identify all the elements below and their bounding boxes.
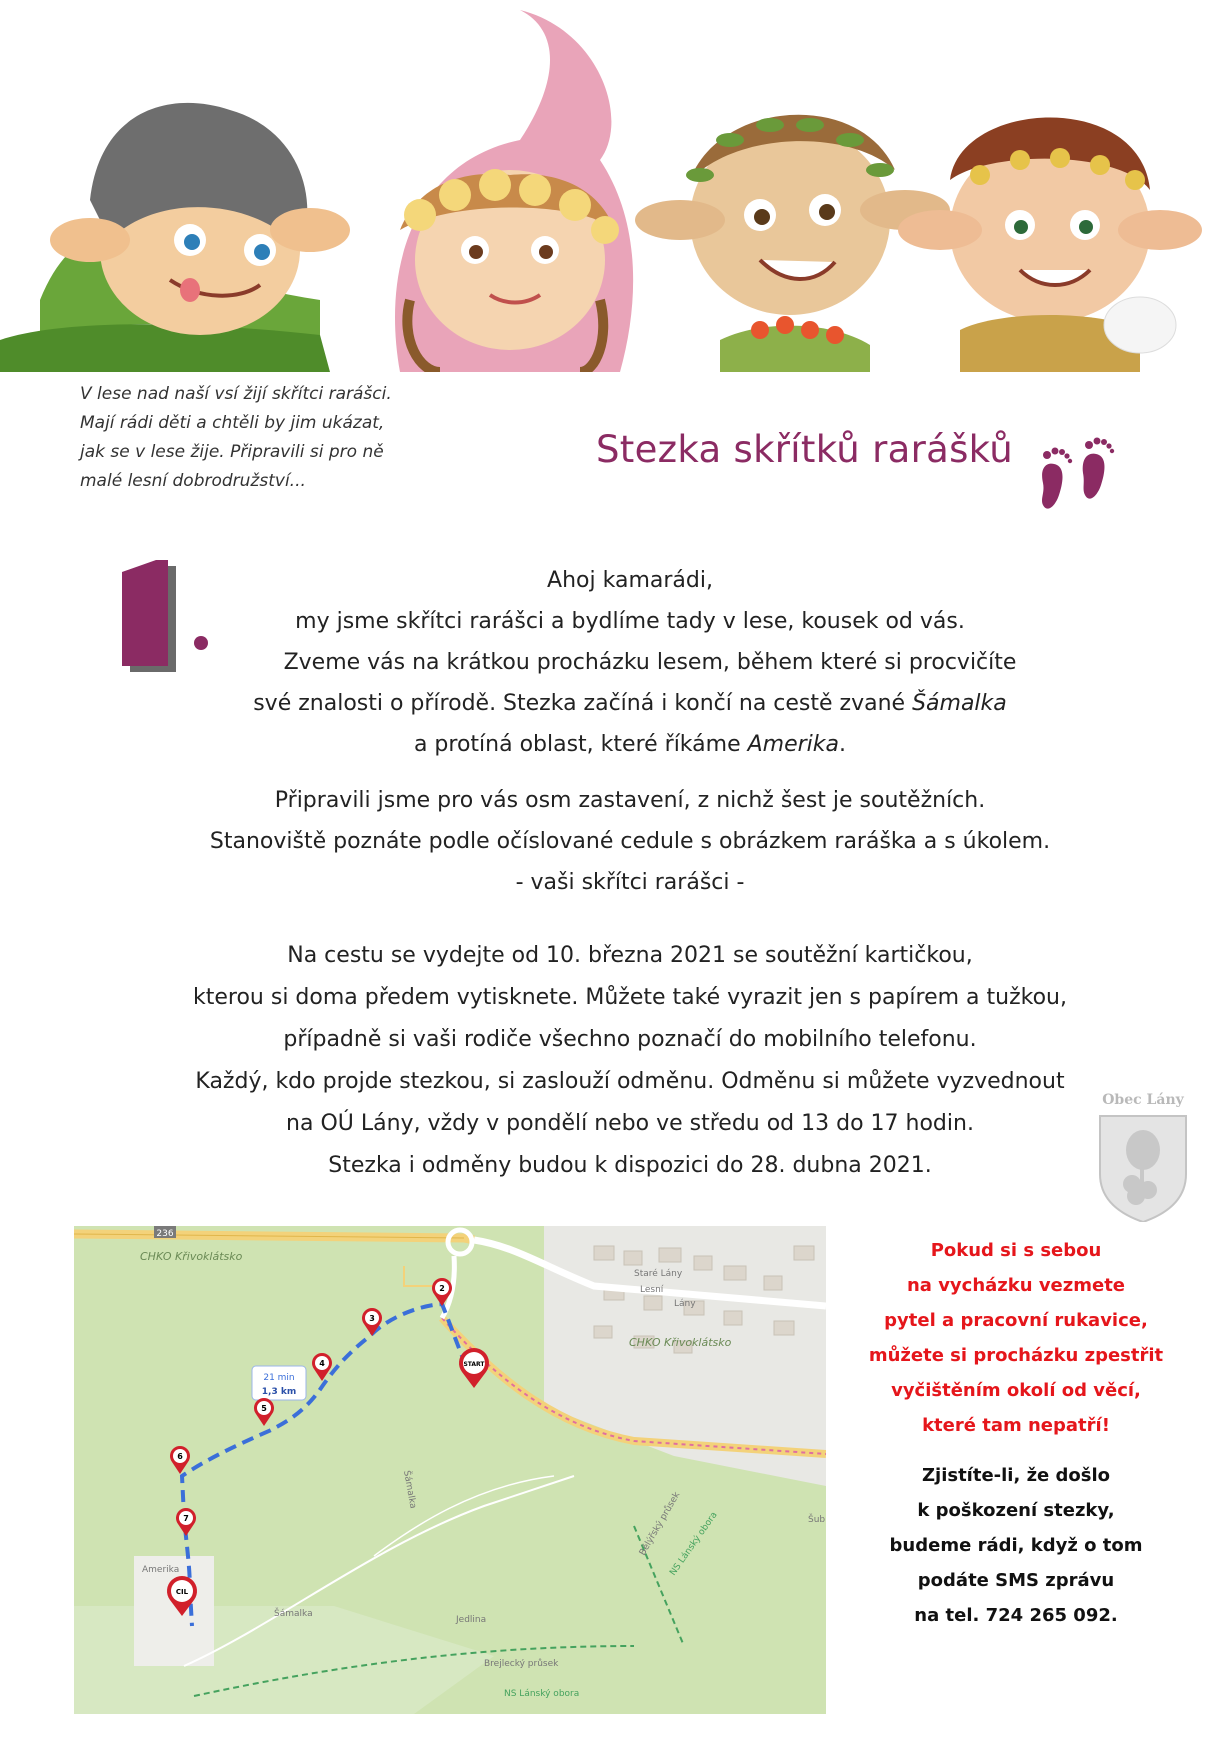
text-line: Na cestu se vydejte od 10. března 2021 se soutěžní kartičkou, — [287, 943, 973, 968]
note-line: k poškození stezky, — [917, 1500, 1115, 1521]
trail-map[interactable] — [74, 1226, 826, 1714]
text-line: Zveme vás na krátkou procházku lesem, během které si procvičíte — [283, 650, 1017, 675]
header-illustration — [0, 0, 1232, 372]
path-name: Šámalka — [912, 691, 1007, 716]
text-line: Připravili jsme pro vás osm zastavení, z nichž šest je soutěžních. — [274, 788, 986, 813]
text-line: my jsme skřítci rarášci a bydlíme tady v lese, kousek od vás. — [295, 609, 965, 634]
map-area-label: NS Lánský obora — [504, 1689, 580, 1699]
note-line: budeme rádi, když o tom — [889, 1535, 1143, 1556]
stations-paragraph — [130, 780, 1130, 903]
text-line: své znalosti o přírodě. Stezka začíná i končí na cestě zvané Šámalka — [253, 691, 1007, 716]
note-line: vyčištěním okolí od věcí, — [891, 1380, 1141, 1401]
intro-line: Mají rádi děti a chtěli by jim ukázat, — [80, 413, 385, 433]
village-coat-of-arms — [1088, 1092, 1198, 1222]
greeting-paragraph — [130, 560, 1130, 765]
text-line: a protíná oblast, které říkáme Amerika. — [413, 732, 847, 757]
intro-text — [80, 380, 460, 496]
map-area-label: Jedlina — [456, 1615, 487, 1625]
note-line: na vycházku vezmete — [906, 1275, 1126, 1296]
cleanup-note — [846, 1233, 1186, 1443]
svg-text:2: 2 — [439, 1284, 445, 1293]
svg-text:7: 7 — [183, 1514, 189, 1523]
footprints-icon — [1035, 435, 1123, 517]
map-area-label: Šub — [808, 1515, 826, 1525]
signature-line: - vaši skřítci rarášci - — [515, 870, 745, 895]
map-area-label: NS Lánský obora — [668, 1510, 720, 1578]
info-paragraph — [130, 935, 1130, 1187]
elf-curly-hair — [898, 118, 1202, 373]
map-area-label: Lesní — [640, 1285, 664, 1295]
svg-text:START: START — [463, 1361, 485, 1368]
text-line: Ahoj kamarádi, — [547, 568, 713, 593]
text-line: na OÚ Lány, vždy v pondělí nebo ve středu od 13 do 17 hodin. — [286, 1111, 974, 1136]
map-area-label: CHKO Křivoklátsko — [629, 1336, 732, 1349]
note-line: Pokud si s sebou — [930, 1240, 1102, 1261]
svg-text:CIL: CIL — [175, 1588, 189, 1596]
map-area-label: Brejlecký průsek — [484, 1659, 559, 1669]
svg-text:6: 6 — [177, 1452, 183, 1461]
intro-line: malé lesní dobrodružství... — [80, 471, 306, 491]
svg-text:3: 3 — [369, 1314, 375, 1323]
text-line: Stanoviště poznáte podle očíslované cedule s obrázkem raráška a s úkolem. — [209, 829, 1051, 854]
note-line: na tel. 724 265 092. — [914, 1605, 1118, 1626]
area-name: Amerika — [747, 732, 840, 757]
intro-line: V lese nad naší vsí žijí skřítci rarášci. — [80, 384, 392, 404]
note-line: můžete si procházku zpestřit — [868, 1345, 1164, 1366]
note-line: pytel a pracovní rukavice, — [884, 1310, 1148, 1331]
map-area-label: Amerika — [142, 1565, 180, 1575]
route-duration: 21 min — [263, 1373, 295, 1383]
map-road-number: 236 — [156, 1229, 174, 1239]
intro-line: jak se v lese žije. Připravili si pro ně — [80, 442, 384, 462]
map-area-label: Bělýřský průsek — [637, 1490, 683, 1558]
damage-report-note — [846, 1458, 1186, 1633]
text-line: Stezka i odměny budou k dispozici do 28. dubna 2021. — [328, 1153, 932, 1178]
route-distance: 1,3 km — [261, 1387, 297, 1397]
elf-pink-hat — [395, 10, 633, 372]
map-area-label: Lány — [674, 1299, 696, 1309]
map-area-label: Šámalka — [401, 1469, 418, 1510]
text-line: případně si vaši rodiče všechno poznačí do mobilního telefonu. — [283, 1027, 977, 1052]
map-area-label: Šámalka — [274, 1609, 313, 1619]
svg-text:5: 5 — [261, 1404, 267, 1413]
map-area-label: CHKO Křivoklátsko — [140, 1250, 243, 1263]
page-title: Stezka skřítků rarášků — [596, 428, 1013, 471]
note-line: které tam nepatří! — [922, 1415, 1110, 1436]
note-line: podáte SMS zprávu — [917, 1570, 1115, 1591]
text-line: kterou si doma předem vytisknete. Můžete také vyrazit jen s papírem a tužkou, — [193, 985, 1067, 1010]
text-line: Každý, kdo projde stezkou, si zaslouží odměnu. Odměnu si můžete vyzvednout — [195, 1069, 1065, 1094]
map-area-label: Staré Lány — [634, 1269, 683, 1279]
svg-text:4: 4 — [319, 1359, 325, 1368]
elf-leaf-crown — [635, 115, 950, 372]
village-logo-label: Obec Lány — [1102, 1092, 1184, 1108]
note-line: Zjistíte-li, že došlo — [921, 1465, 1111, 1486]
